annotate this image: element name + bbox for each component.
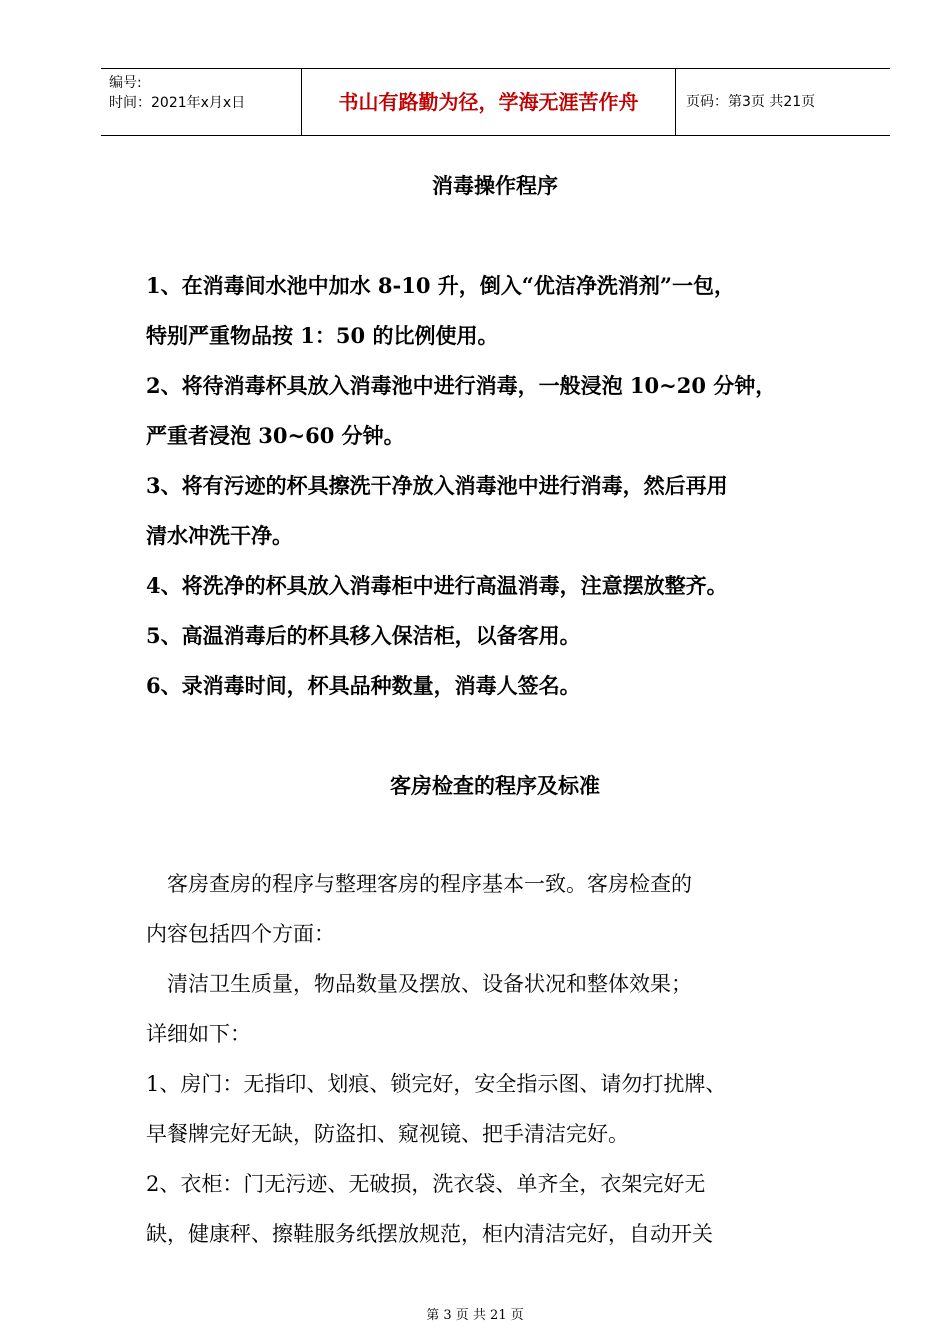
section1-line-5: 3、将有污迹的杯具擦洗干净放入消毒池中进行消毒，然后再用	[146, 473, 728, 498]
section2-line-1: 客房查房的程序与整理客房的程序基本一致。客房检查的	[146, 872, 692, 896]
section2-title: 客房检查的程序及标准	[390, 773, 600, 798]
header-slogan: 书山有路勤为径，学海无涯苦作舟	[301, 69, 676, 135]
section1-line-3: 2、将待消毒杯具放入消毒池中进行消毒，一般浸泡 10~20 分钟，	[146, 373, 777, 398]
section1-line-7: 4、将洗净的杯具放入消毒柜中进行高温消毒，注意摆放整齐。	[146, 573, 728, 598]
section2-line-6: 早餐牌完好无缺，防盗扣、窥视镜、把手清洁完好。	[146, 1122, 629, 1146]
section1-line-2: 特别严重物品按 1：50 的比例使用。	[146, 323, 499, 348]
section1-line-4: 严重者浸泡 30~60 分钟。	[146, 423, 405, 448]
section1-line-8: 5、高温消毒后的杯具移入保洁柜，以备客用。	[146, 623, 581, 648]
section1-line-1: 1、在消毒间水池中加水 8-10 升，倒入“优洁净洗消剂”一包，	[146, 273, 735, 298]
section1-line-6: 清水冲洗干净。	[146, 523, 293, 548]
section2-line-2: 内容包括四个方面：	[146, 922, 335, 946]
page-footer: 第 3 页 共 21 页	[426, 1308, 524, 1323]
time-label: 时间：2021年x月x日	[109, 95, 246, 111]
page-header	[101, 68, 890, 136]
serial-label: 编号:	[109, 75, 142, 91]
section2-line-7: 2、衣柜：门无污迹、无破损，洗衣袋、单齐全，衣架完好无	[146, 1172, 706, 1196]
section1-title: 消毒操作程序	[432, 173, 558, 198]
section2-line-3: 清洁卫生质量，物品数量及摆放、设备状况和整体效果；	[146, 972, 692, 996]
section2-line-5: 1、房门：无指印、划痕、锁完好，安全指示图、请勿打扰牌、	[146, 1072, 727, 1096]
section2-line-4: 详细如下：	[146, 1022, 251, 1046]
section1-line-9: 6、录消毒时间，杯具品种数量，消毒人签名。	[146, 673, 581, 698]
section2-line-8: 缺，健康秤、擦鞋服务纸摆放规范，柜内清洁完好，自动开关	[146, 1222, 713, 1246]
header-meta	[101, 69, 301, 135]
header-page-info: 页码：第3页 共21页	[686, 94, 816, 110]
